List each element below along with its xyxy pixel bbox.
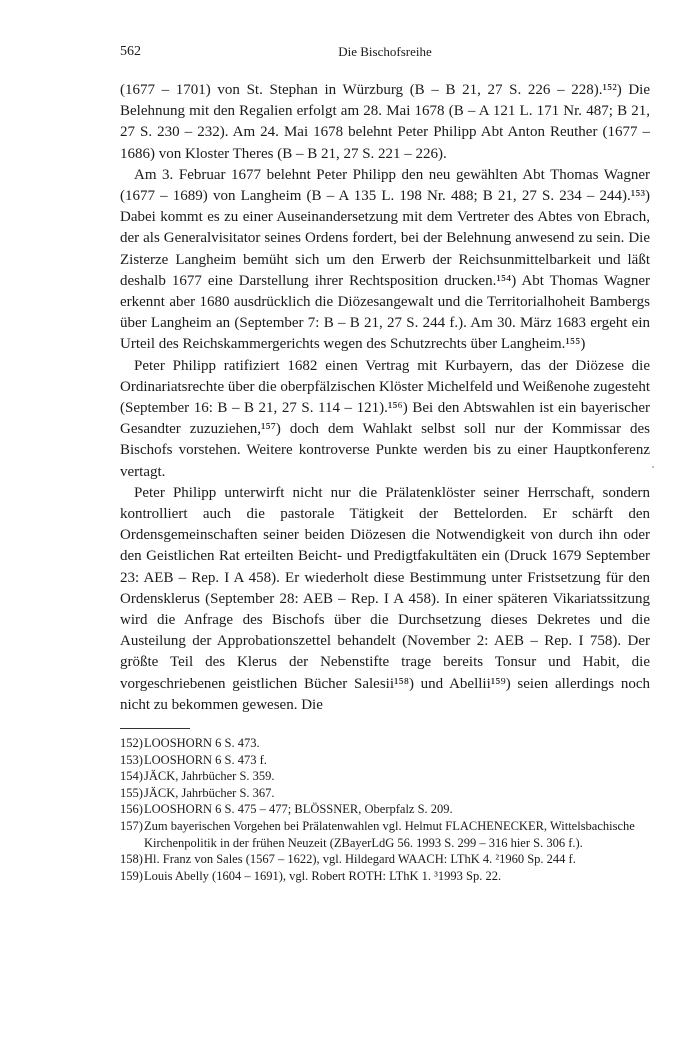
footnote-text: LOOSHORN 6 S. 473 f. [144, 752, 267, 767]
footnote-159 [120, 868, 650, 885]
footnote-number: 159) [120, 868, 143, 883]
paragraph-3: Peter Philipp ratifiziert 1682 einen Vertrag mit Kurbayern, das der Diözese die Ordinariatsrechte über die oberpfälzischen Klöster Michelfeld und Weißenohe zugesteht (September 16: B – B 21, 27 S. 114 – 121).¹⁵⁶) Bei den Abtswahlen ist ein bayerischer Gesandter zuzuziehen,¹⁵⁷) doch dem Wahlakt selbst soll nur der Kommissar des Bischofs vorstehen. Weitere kontroverse Punkte werden bis zu einer Hauptkonferenz vertagt. [120, 357, 650, 480]
footnote-number: 157) [120, 819, 143, 834]
page-header [120, 44, 650, 70]
paragraph-2: Am 3. Februar 1677 belehnt Peter Philipp den neu gewählten Abt Thomas Wagner (1677 – 1689) von Langheim (B – A 135 L. 198 Nr. 488; B 21, 27 S. 234 – 244).¹⁵³) Dabei kommt es zu einer Auseinandersetzung mit dem Vertreter des Abtes von Ebrach, der als Generalvisitator seines Ordens fordert, bei der Belehnung anwesend zu sein. Die Zisterze Langheim bemüht sich um den Erwerb der Reichsunmittelbarkeit und läßt deshalb 1677 eine Darstellung ihrer Rechtsposition drucken.¹⁵⁴) Abt Thomas Wagner erkennt aber 1680 ausdrücklich die Diözesangewalt und die Territorialhoheit Bambergs über Langheim an (September 7: B – B 21, 27 S. 244 f.). Am 30. März 1683 ergeht ein Urteil des Reichskammergerichts wegen des Schutzrechts über Langheim.¹⁵⁵) [120, 166, 650, 353]
footnote-text: LOOSHORN 6 S. 473. [144, 736, 260, 751]
body-text [120, 80, 650, 716]
footnote-number: 158) [120, 852, 143, 867]
book-page [120, 44, 650, 884]
footnote-152 [120, 735, 650, 752]
footnote-number: 155) [120, 785, 143, 800]
footnote-text: Zum bayerischen Vorgehen bei Prälatenwahlen vgl. Helmut FLACHENECKER, Wittelsbachische Kirchenpolitik in der frühen Neuzeit (ZBayerLdG 56. 1993 S. 299 – 316 hier S. 306 f.). [144, 819, 635, 850]
footnote-157 [120, 818, 650, 851]
paragraph-1: (1677 – 1701) von St. Stephan in Würzburg (B – B 21, 27 S. 226 – 228).¹⁵²) Die Belehnung mit den Regalien erfolgt am 28. Mai 1678 (B – A 121 L. 171 Nr. 487; B 21, 27 S. 230 – 232). Am 24. Mai 1678 belehnt Peter Philipp Abt Anton Reuther (1677 – 1686) von Kloster Theres (B – B 21, 27 S. 221 – 226). [120, 82, 650, 162]
footnotes [120, 735, 650, 884]
paragraph-4: Peter Philipp unterwirft nicht nur die Prälatenklöster seiner Herrschaft, sondern kontrolliert auch die pastorale Tätigkeit der Bettelorden. Er schärft den Ordensgemeinschaften seiner beiden Diözesen die Notwendigkeit von durch ihn oder den Geistlichen Rat erteilten Beicht- und Predigtfakultäten ein (Druck 1679 September 23: AEB – Rep. I A 458). Er wiederholt diese Bestimmung unter Fristsetzung für den Ordensklerus (September 28: AEB – Rep. I A 458). In einer späteren Vikariatssitzung wird die Anfrage des Bischofs über die Durchsetzung dieses Dekretes und die Austeilung der Approbationszettel behandelt (November 2: AEB – Rep. I 758). Der größte Teil des Klerus der Nebenstifte trage bereits Tonsur und Habit, die vorgeschriebenen geistlichen Bücher Salesii¹⁵⁸) und Abellii¹⁵⁹) seien allerdings noch nicht zu bekommen gewesen. Die [120, 484, 650, 713]
footnote-155 [120, 785, 650, 802]
page-number: 562 [120, 44, 141, 59]
footnote-separator [120, 728, 190, 729]
footnote-number: 154) [120, 769, 143, 784]
footnote-text: Hl. Franz von Sales (1567 – 1622), vgl. Hildegard WAACH: LThK 4. ²1960 Sp. 244 f. [144, 852, 576, 867]
footnote-153 [120, 752, 650, 769]
scan-speck [652, 466, 654, 468]
footnote-text: JÄCK, Jahrbücher S. 367. [144, 785, 275, 800]
footnote-158 [120, 851, 650, 868]
footnote-156 [120, 801, 650, 818]
footnote-text: LOOSHORN 6 S. 475 – 477; BLÖSSNER, Oberpfalz S. 209. [144, 802, 453, 817]
footnote-text: Louis Abelly (1604 – 1691), vgl. Robert ROTH: LThK 1. ³1993 Sp. 22. [144, 868, 502, 883]
footnote-text: JÄCK, Jahrbücher S. 359. [144, 769, 275, 784]
footnote-number: 152) [120, 736, 143, 751]
footnote-154 [120, 768, 650, 785]
footnote-number: 153) [120, 752, 143, 767]
footnote-number: 156) [120, 802, 143, 817]
running-title: Die Bischofsreihe [338, 44, 432, 59]
